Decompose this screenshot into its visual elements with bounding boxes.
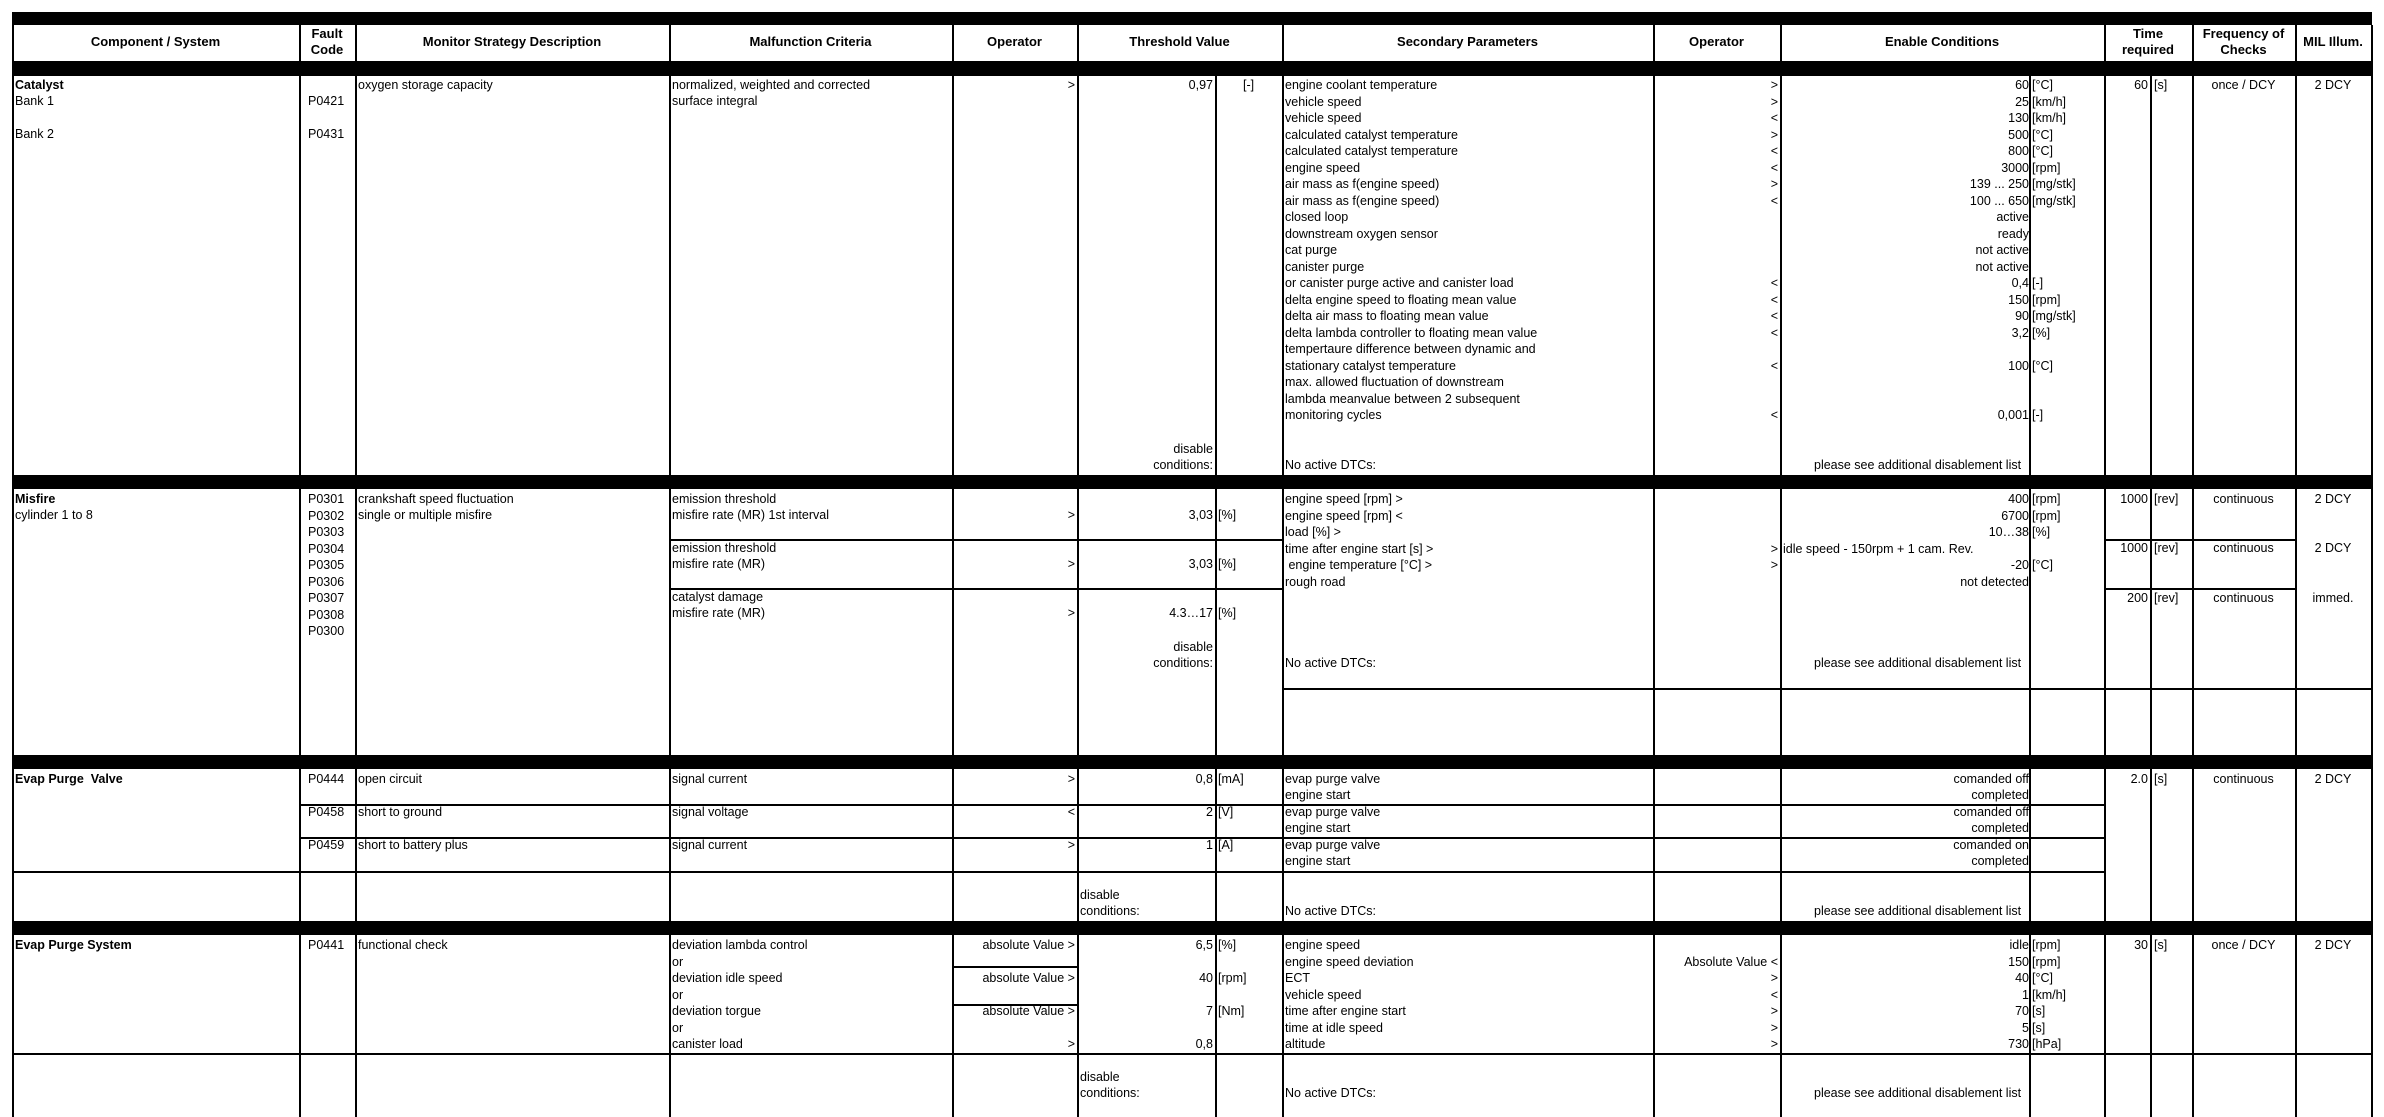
header-fault-code: Fault Code bbox=[310, 26, 344, 57]
catalyst-component: Catalyst bbox=[15, 78, 64, 92]
enable-unit: [°C] bbox=[2032, 359, 2053, 373]
threshold-unit: [Nm] bbox=[1218, 1004, 1245, 1018]
secondary-operator: < bbox=[1770, 326, 1778, 340]
fault-code: P0307 bbox=[308, 591, 345, 605]
col-border bbox=[2295, 25, 2297, 1117]
enable-unit: [°C] bbox=[2032, 144, 2053, 158]
threshold: 0,8 bbox=[1195, 772, 1213, 786]
secondary-param: load [%] > bbox=[1285, 525, 1341, 539]
secondary-param: engine start bbox=[1285, 854, 1351, 868]
enable-value: 100 bbox=[2008, 359, 2029, 373]
misfire-thr-1: 3,03 bbox=[1188, 508, 1213, 522]
secondary-operator: > bbox=[1770, 971, 1778, 985]
misfire-criteria-1a: emission threshold bbox=[672, 492, 777, 506]
secondary-param: vehicle speed bbox=[1285, 95, 1362, 109]
catalyst-unit: [-] bbox=[1243, 78, 1255, 92]
enable-unit: [s] bbox=[2032, 1021, 2046, 1035]
enable-unit: [-] bbox=[2032, 276, 2044, 290]
secondary-param: engine speed bbox=[1285, 161, 1361, 175]
secondary-param: stationary catalyst temperature bbox=[1285, 359, 1456, 373]
misfire-op-1: > bbox=[1067, 508, 1075, 522]
secondary-param: calculated catalyst temperature bbox=[1285, 144, 1459, 158]
col-border bbox=[2371, 25, 2373, 1117]
secondary-operator: > bbox=[1770, 1004, 1778, 1018]
catalyst-criteria-2: surface integral bbox=[672, 94, 758, 108]
secondary-operator: < bbox=[1770, 359, 1778, 373]
col-border bbox=[1653, 25, 1655, 1117]
enable-value: idle bbox=[2009, 938, 2029, 952]
malfunction-criteria: signal current bbox=[672, 772, 748, 786]
col-border bbox=[355, 25, 357, 1117]
secondary-operator: < bbox=[1770, 408, 1778, 422]
operator: > bbox=[1067, 838, 1075, 852]
catalyst-criteria-1: normalized, weighted and corrected bbox=[672, 78, 871, 92]
secondary-operator: < bbox=[1770, 309, 1778, 323]
col-border bbox=[2029, 76, 2031, 1117]
evap-system-frequency: once / DCY bbox=[2211, 938, 2276, 952]
evap-valve-mil: 2 DCY bbox=[2314, 772, 2352, 786]
header-secondary-parameters: Secondary Parameters bbox=[1397, 34, 1538, 49]
fault-code: P0458 bbox=[308, 805, 345, 819]
header-monitor-strategy: Monitor Strategy Description bbox=[422, 34, 602, 49]
catalyst-frequency: once / DCY bbox=[2211, 78, 2276, 92]
monitor-strategy: short to ground bbox=[358, 805, 443, 819]
catalyst-bank2: Bank 2 bbox=[15, 127, 54, 141]
enable-unit: [%] bbox=[2032, 326, 2051, 340]
monitor-strategy: short to battery plus bbox=[358, 838, 468, 852]
secondary-operator: > bbox=[1770, 128, 1778, 142]
malfunction-criteria: or bbox=[672, 1021, 684, 1035]
secondary-param: cat purge bbox=[1285, 243, 1338, 257]
header-operator-2: Operator bbox=[1689, 34, 1744, 49]
enable-unit: [rpm] bbox=[2032, 492, 2061, 506]
evap-system-component: Evap Purge System bbox=[15, 938, 132, 952]
secondary-param: engine speed deviation bbox=[1285, 955, 1414, 969]
secondary-operator: < bbox=[1770, 988, 1778, 1002]
secondary-param: time at idle speed bbox=[1285, 1021, 1383, 1035]
enable-unit: [°C] bbox=[2032, 971, 2053, 985]
secondary-param: engine start bbox=[1285, 821, 1351, 835]
misfire-thr-2: 3,03 bbox=[1188, 557, 1213, 571]
catalyst-time: 60 bbox=[2134, 78, 2148, 92]
secondary-param: ECT bbox=[1285, 971, 1310, 985]
enable-unit: [%] bbox=[2032, 525, 2051, 539]
evap-valve-no-dtc: No active DTCs: bbox=[1285, 904, 1376, 918]
secondary-operator: < bbox=[1770, 144, 1778, 158]
misfire-time-1: 1000 bbox=[2120, 492, 2148, 506]
secondary-param: or canister purge active and canister load bbox=[1285, 276, 1514, 290]
enable-value: not active bbox=[1975, 243, 2029, 257]
fault-code: P0301 bbox=[308, 492, 345, 506]
evap-valve-time: 2.0 bbox=[2130, 772, 2148, 786]
misfire-strategy-1: crankshaft speed fluctuation bbox=[358, 492, 514, 506]
evap-system-mil: 2 DCY bbox=[2314, 938, 2352, 952]
secondary-operator: Absolute Value < bbox=[1684, 955, 1778, 969]
col-border bbox=[12, 25, 14, 1117]
operator: absolute Value > bbox=[982, 938, 1075, 952]
section-bar-evap-system bbox=[12, 921, 2372, 935]
col-border bbox=[299, 25, 301, 1117]
enable-value: 3000 bbox=[2001, 161, 2029, 175]
enable-value: 0,4 bbox=[2011, 276, 2029, 290]
misfire-mil-3: immed. bbox=[2312, 591, 2354, 605]
secondary-param: max. allowed fluctuation of downstream bbox=[1285, 375, 1504, 389]
col-border bbox=[1780, 25, 1782, 1117]
enable-value: 60 bbox=[2015, 78, 2029, 92]
evap-system-see-list: please see additional disablement list bbox=[1814, 1086, 2022, 1100]
misfire-strategy-2: single or multiple misfire bbox=[358, 508, 493, 522]
enable-value: 150 bbox=[2008, 293, 2029, 307]
enable-value: 10…38 bbox=[1988, 525, 2029, 539]
enable-unit: [rpm] bbox=[2032, 293, 2061, 307]
enable-unit: [mg/stk] bbox=[2032, 177, 2076, 191]
evap-system-time: 30 bbox=[2134, 938, 2148, 952]
misfire-time-unit-3: [rev] bbox=[2154, 591, 2179, 605]
header-component: Component / System bbox=[90, 34, 221, 49]
malfunction-criteria: deviation lambda control bbox=[672, 938, 808, 952]
secondary-operator: > bbox=[1770, 177, 1778, 191]
evap-system-time-unit: [s] bbox=[2154, 938, 2168, 952]
secondary-param: calculated catalyst temperature bbox=[1285, 128, 1459, 142]
col-border bbox=[1282, 25, 1284, 1117]
catalyst-code-2: P0431 bbox=[308, 127, 345, 141]
malfunction-criteria: or bbox=[672, 955, 684, 969]
misfire-criteria-2a: emission threshold bbox=[672, 541, 777, 555]
misfire-time-2: 1000 bbox=[2120, 541, 2148, 555]
secondary-operator: < bbox=[1770, 276, 1778, 290]
operator: < bbox=[1067, 805, 1075, 819]
header-enable-conditions: Enable Conditions bbox=[1884, 34, 2000, 49]
evap-valve-disable: disable conditions: bbox=[1080, 888, 1140, 918]
catalyst-threshold: 0,97 bbox=[1188, 78, 1213, 92]
enable-value: 100 ... 650 bbox=[1969, 194, 2029, 208]
enable-unit: [°C] bbox=[2032, 558, 2053, 572]
secondary-param: time after engine start [s] > bbox=[1285, 542, 1434, 556]
secondary-param: tempertaure difference between dynamic and bbox=[1285, 342, 1536, 356]
evap-valve-time-unit: [s] bbox=[2154, 772, 2168, 786]
enable-unit: [hPa] bbox=[2032, 1037, 2062, 1051]
table-top-bar bbox=[12, 12, 2372, 25]
col-border bbox=[2192, 25, 2194, 1117]
fault-code: P0304 bbox=[308, 542, 345, 556]
misfire-component: Misfire bbox=[15, 492, 56, 506]
enable-unit: [rpm] bbox=[2032, 938, 2061, 952]
evap-system-disable: disable conditions: bbox=[1080, 1070, 1140, 1100]
secondary-param: engine coolant temperature bbox=[1285, 78, 1438, 92]
threshold-unit: [A] bbox=[1218, 838, 1234, 852]
enable-value: 139 ... 250 bbox=[1969, 177, 2029, 191]
threshold: 1 bbox=[1206, 838, 1213, 852]
misfire-mil-1: 2 DCY bbox=[2314, 492, 2352, 506]
col-border bbox=[2150, 76, 2152, 1117]
enable-value: 70 bbox=[2015, 1004, 2029, 1018]
fault-code: P0459 bbox=[308, 838, 345, 852]
header-threshold-value: Threshold Value bbox=[1129, 34, 1230, 49]
row-divider bbox=[1282, 688, 2371, 690]
threshold-unit: [rpm] bbox=[1218, 971, 1247, 985]
secondary-param: vehicle speed bbox=[1285, 988, 1362, 1002]
secondary-param: delta engine speed to floating mean value bbox=[1285, 293, 1517, 307]
monitor-strategy: open circuit bbox=[358, 772, 422, 786]
secondary-param: evap purge valve bbox=[1285, 772, 1381, 786]
misfire-frequency-1: continuous bbox=[2213, 492, 2274, 506]
catalyst-code-1: P0421 bbox=[308, 94, 345, 108]
fault-code: P0308 bbox=[308, 608, 345, 622]
secondary-param: canister purge bbox=[1285, 260, 1365, 274]
misfire-criteria-1b: misfire rate (MR) 1st interval bbox=[672, 508, 829, 522]
evap-valve-frequency: continuous bbox=[2213, 772, 2274, 786]
enable-value: 400 bbox=[2008, 492, 2029, 506]
misfire-sub: cylinder 1 to 8 bbox=[15, 508, 93, 522]
section-bar-evap-valve bbox=[12, 755, 2372, 769]
misfire-thr-3: 4.3…17 bbox=[1169, 606, 1213, 620]
catalyst-time-unit: [s] bbox=[2154, 78, 2168, 92]
enable-value: comanded off bbox=[1953, 805, 2029, 819]
secondary-operator: > bbox=[1770, 95, 1778, 109]
enable-value: 0,001 bbox=[1997, 408, 2029, 422]
catalyst-see-list: please see additional disablement list bbox=[1814, 458, 2022, 472]
enable-value: not detected bbox=[1960, 575, 2029, 589]
malfunction-criteria: signal current bbox=[672, 838, 748, 852]
row-divider bbox=[12, 871, 2104, 873]
col-border bbox=[1215, 76, 1217, 1117]
header-mil-illum: MIL Illum. bbox=[2303, 34, 2363, 49]
secondary-param: rough road bbox=[1285, 575, 1346, 589]
fault-code: P0444 bbox=[308, 772, 345, 786]
header-malfunction-criteria: Malfunction Criteria bbox=[749, 34, 872, 49]
misfire-time-unit-2: [rev] bbox=[2154, 541, 2179, 555]
enable-unit: [km/h] bbox=[2032, 988, 2067, 1002]
misfire-disable: disable conditions: bbox=[1153, 640, 1213, 670]
misfire-op-3: > bbox=[1067, 606, 1075, 620]
col-border bbox=[1077, 25, 1079, 1117]
enable-unit: [°C] bbox=[2032, 78, 2053, 92]
misfire-no-dtc: No active DTCs: bbox=[1285, 656, 1376, 670]
secondary-operator: > bbox=[1770, 78, 1778, 92]
enable-value: 800 bbox=[2008, 144, 2029, 158]
evap-valve-see-list: please see additional disablement list bbox=[1814, 904, 2022, 918]
misfire-see-list: please see additional disablement list bbox=[1814, 656, 2022, 670]
section-bar-catalyst bbox=[12, 61, 2372, 76]
secondary-operator: < bbox=[1770, 293, 1778, 307]
secondary-operator: < bbox=[1770, 161, 1778, 175]
enable-value: 25 bbox=[2015, 95, 2029, 109]
misfire-frequency-2: continuous bbox=[2213, 541, 2274, 555]
enable-value: idle speed - 150rpm + 1 cam. Rev. bbox=[1783, 542, 1974, 556]
secondary-operator: > bbox=[1770, 1037, 1778, 1051]
header-time-required: Time required bbox=[2121, 26, 2174, 57]
misfire-mil-2: 2 DCY bbox=[2314, 541, 2352, 555]
threshold: 7 bbox=[1206, 1004, 1213, 1018]
secondary-param: time after engine start bbox=[1285, 1004, 1406, 1018]
evap-system-code: P0441 bbox=[308, 938, 345, 952]
misfire-op-2: > bbox=[1067, 557, 1075, 571]
misfire-criteria-2b: misfire rate (MR) bbox=[672, 557, 766, 571]
catalyst-bank1: Bank 1 bbox=[15, 94, 54, 108]
secondary-param: engine speed bbox=[1285, 938, 1361, 952]
enable-value: 40 bbox=[2015, 971, 2029, 985]
header-operator: Operator bbox=[987, 34, 1042, 49]
enable-value: 500 bbox=[2008, 128, 2029, 142]
col-border bbox=[952, 25, 954, 1117]
enable-value: comanded on bbox=[1953, 838, 2029, 852]
enable-value: completed bbox=[1971, 854, 2029, 868]
malfunction-criteria: deviation torgue bbox=[672, 1004, 761, 1018]
secondary-param: engine start bbox=[1285, 788, 1351, 802]
enable-value: not active bbox=[1975, 260, 2029, 274]
enable-value: ready bbox=[1997, 227, 2029, 241]
enable-value: 150 bbox=[2008, 955, 2029, 969]
enable-unit: [km/h] bbox=[2032, 95, 2067, 109]
enable-unit: [rpm] bbox=[2032, 161, 2061, 175]
threshold: 40 bbox=[1199, 971, 1213, 985]
secondary-param: engine speed [rpm] > bbox=[1285, 492, 1403, 506]
misfire-criteria-3a: catalyst damage bbox=[672, 590, 764, 604]
secondary-param: vehicle speed bbox=[1285, 111, 1362, 125]
header-frequency: Frequency of Checks bbox=[2202, 26, 2285, 57]
malfunction-criteria: signal voltage bbox=[672, 805, 749, 819]
enable-unit: [rpm] bbox=[2032, 509, 2061, 523]
misfire-unit-1: [%] bbox=[1218, 508, 1237, 522]
secondary-param: engine speed [rpm] < bbox=[1285, 509, 1403, 523]
enable-value: completed bbox=[1971, 788, 2029, 802]
secondary-param: evap purge valve bbox=[1285, 805, 1381, 819]
fault-code: P0303 bbox=[308, 525, 345, 539]
evap-valve-component: Evap Purge Valve bbox=[15, 772, 123, 786]
secondary-param: altitude bbox=[1285, 1037, 1326, 1051]
operator: > bbox=[1067, 1037, 1075, 1051]
col-border bbox=[2104, 25, 2106, 1117]
enable-unit: [rpm] bbox=[2032, 955, 2061, 969]
enable-value: 730 bbox=[2008, 1037, 2029, 1051]
row-divider bbox=[952, 966, 1077, 968]
secondary-param: delta air mass to floating mean value bbox=[1285, 309, 1489, 323]
misfire-frequency-3: continuous bbox=[2213, 591, 2274, 605]
catalyst-no-dtc: No active DTCs: bbox=[1285, 458, 1376, 472]
threshold: 6,5 bbox=[1195, 938, 1213, 952]
fault-code: P0306 bbox=[308, 575, 345, 589]
catalyst-operator: > bbox=[1067, 78, 1075, 92]
evap-system-strategy: functional check bbox=[358, 938, 448, 952]
secondary-param: closed loop bbox=[1285, 210, 1349, 224]
operator: > bbox=[1067, 772, 1075, 786]
misfire-unit-3: [%] bbox=[1218, 606, 1237, 620]
fault-code: P0302 bbox=[308, 509, 345, 523]
row-divider bbox=[12, 1053, 2371, 1055]
secondary-operator: < bbox=[1770, 111, 1778, 125]
catalyst-disable: disable conditions: bbox=[1153, 442, 1213, 472]
enable-value: -20 bbox=[2010, 558, 2029, 572]
enable-value: 130 bbox=[2008, 111, 2029, 125]
enable-unit: [°C] bbox=[2032, 128, 2053, 142]
secondary-param: monitoring cycles bbox=[1285, 408, 1382, 422]
col-border bbox=[669, 25, 671, 1117]
enable-unit: [mg/stk] bbox=[2032, 194, 2076, 208]
secondary-param: delta lambda controller to floating mean value bbox=[1285, 326, 1538, 340]
secondary-param: lambda meanvalue between 2 subsequent bbox=[1285, 392, 1520, 406]
threshold: 0,8 bbox=[1195, 1037, 1213, 1051]
evap-system-no-dtc: No active DTCs: bbox=[1285, 1086, 1376, 1100]
section-bar-misfire bbox=[12, 475, 2372, 489]
enable-value: 1 bbox=[2022, 988, 2029, 1002]
misfire-unit-2: [%] bbox=[1218, 557, 1237, 571]
secondary-operator: > bbox=[1770, 542, 1778, 556]
secondary-param: downstream oxygen sensor bbox=[1285, 227, 1438, 241]
threshold-unit: [V] bbox=[1218, 805, 1234, 819]
enable-value: 90 bbox=[2015, 309, 2029, 323]
threshold-unit: [mA] bbox=[1218, 772, 1244, 786]
enable-unit: [km/h] bbox=[2032, 111, 2067, 125]
secondary-operator: < bbox=[1770, 194, 1778, 208]
secondary-param: air mass as f(engine speed) bbox=[1285, 177, 1440, 191]
malfunction-criteria: or bbox=[672, 988, 684, 1002]
enable-unit: [-] bbox=[2032, 408, 2044, 422]
secondary-param: air mass as f(engine speed) bbox=[1285, 194, 1440, 208]
secondary-param: engine temperature [°C] > bbox=[1285, 558, 1433, 572]
misfire-time-3: 200 bbox=[2127, 591, 2148, 605]
secondary-operator: > bbox=[1770, 558, 1778, 572]
misfire-time-unit-1: [rev] bbox=[2154, 492, 2179, 506]
malfunction-criteria: deviation idle speed bbox=[672, 971, 783, 985]
enable-value: completed bbox=[1971, 821, 2029, 835]
misfire-criteria-3b: misfire rate (MR) bbox=[672, 606, 766, 620]
threshold-unit: [%] bbox=[1218, 938, 1237, 952]
operator: absolute Value > bbox=[982, 971, 1075, 985]
enable-value: 6700 bbox=[2001, 509, 2029, 523]
fault-code: P0305 bbox=[308, 558, 345, 572]
operator: absolute Value > bbox=[982, 1004, 1075, 1018]
enable-value: comanded off bbox=[1953, 772, 2029, 786]
threshold: 2 bbox=[1206, 805, 1213, 819]
malfunction-criteria: canister load bbox=[672, 1037, 743, 1051]
secondary-param: evap purge valve bbox=[1285, 838, 1381, 852]
enable-value: 5 bbox=[2022, 1021, 2029, 1035]
enable-value: active bbox=[1996, 210, 2029, 224]
secondary-operator: > bbox=[1770, 1021, 1778, 1035]
enable-unit: [mg/stk] bbox=[2032, 309, 2076, 323]
enable-value: 3,2 bbox=[2011, 326, 2029, 340]
catalyst-strategy: oxygen storage capacity bbox=[358, 78, 493, 92]
enable-unit: [s] bbox=[2032, 1004, 2046, 1018]
fault-code: P0300 bbox=[308, 624, 345, 638]
catalyst-mil: 2 DCY bbox=[2314, 78, 2352, 92]
